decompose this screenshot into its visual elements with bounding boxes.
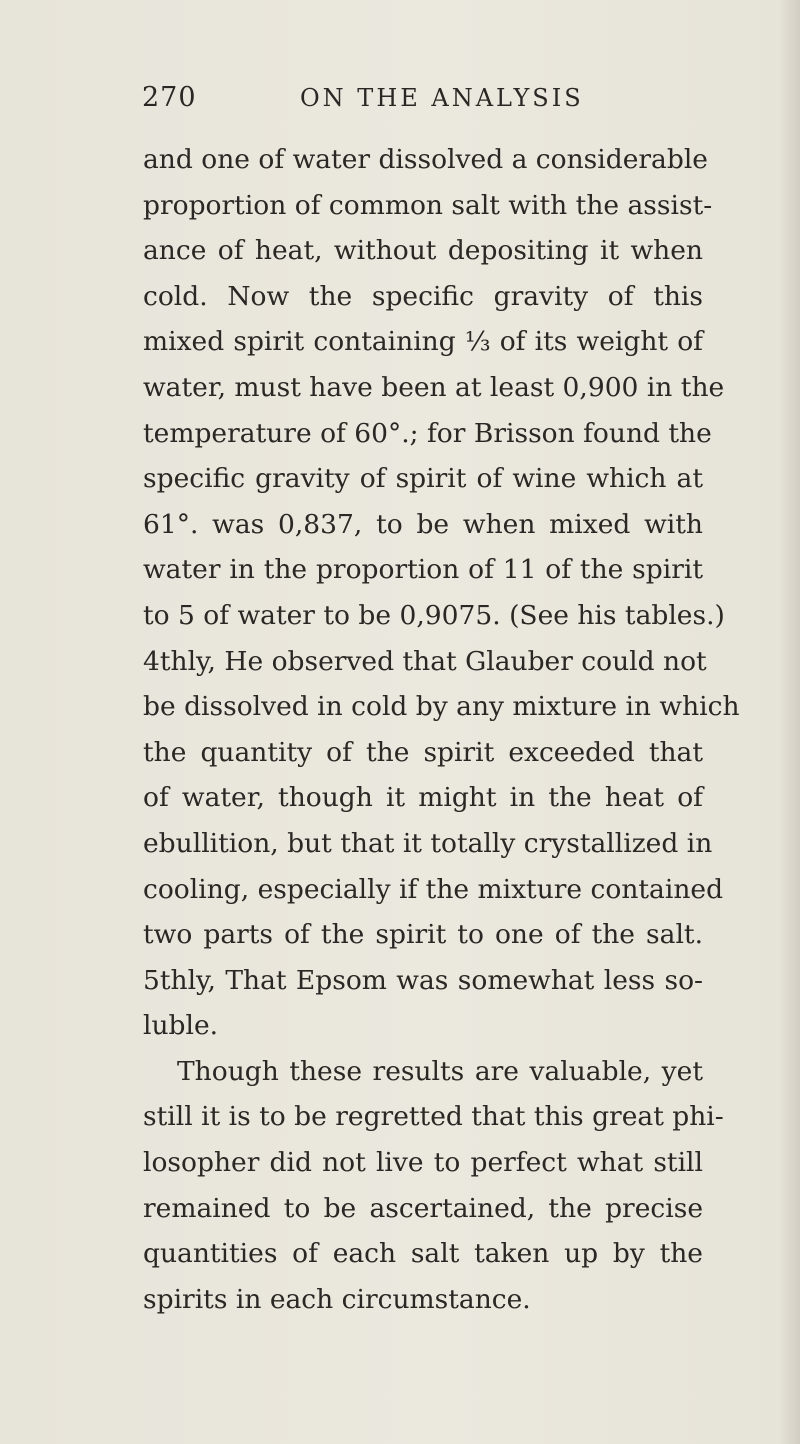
text-line: ebullition, but that it totally crystallized in bbox=[143, 827, 713, 859]
running-head: ON THE ANALYSIS bbox=[300, 84, 584, 112]
page-header bbox=[0, 82, 800, 122]
text-line: still it is to be regretted that this great phi- bbox=[143, 1101, 724, 1133]
text-line: ance of heat, without depositing it when bbox=[143, 235, 703, 267]
text-line: be dissolved in cold by any mixture in which bbox=[143, 691, 740, 723]
text-line: temperature of 60°.; for Brisson found the bbox=[143, 417, 712, 449]
text-line: water in the proportion of 11 of the spirit bbox=[143, 554, 703, 586]
text-line: water, must have been at least 0,900 in the bbox=[143, 371, 725, 403]
text-line: cold. Now the specific gravity of this bbox=[143, 280, 703, 312]
text-line: to 5 of water to be 0,9075. (See his tables.) bbox=[143, 599, 725, 631]
text-line: remained to be ascertained, the precise bbox=[143, 1192, 703, 1224]
text-line: specific gravity of spirit of wine which at bbox=[143, 463, 703, 495]
text-line: spirits in each circumstance. bbox=[143, 1283, 531, 1315]
text-line: and one of water dissolved a considerable bbox=[143, 144, 708, 175]
text-line: proportion of common salt with the assist- bbox=[143, 189, 713, 221]
text-line: mixed spirit containing ⅓ of its weight of bbox=[143, 326, 703, 358]
text-line: 5thly, That Epsom was somewhat less so- bbox=[143, 964, 703, 996]
text-line: 4thly, He observed that Glauber could not bbox=[143, 645, 707, 677]
text-line: of water, though it might in the heat of bbox=[143, 782, 703, 814]
text-line: losopher did not live to perfect what still bbox=[143, 1147, 703, 1179]
text-line: 61°. was 0,837, to be when mixed with bbox=[143, 508, 703, 540]
page-edge-shadow bbox=[778, 0, 800, 1444]
text-line: luble. bbox=[143, 1010, 219, 1042]
body-text bbox=[143, 137, 740, 1322]
text-line: Though these results are valuable, yet bbox=[177, 1055, 703, 1087]
page-number: 270 bbox=[142, 82, 197, 113]
text-line: cooling, especially if the mixture contained bbox=[143, 873, 724, 905]
text-line: the quantity of the spirit exceeded that bbox=[143, 736, 703, 768]
text-line: two parts of the spirit to one of the salt. bbox=[143, 919, 703, 951]
text-line: quantities of each salt taken up by the bbox=[143, 1238, 703, 1270]
